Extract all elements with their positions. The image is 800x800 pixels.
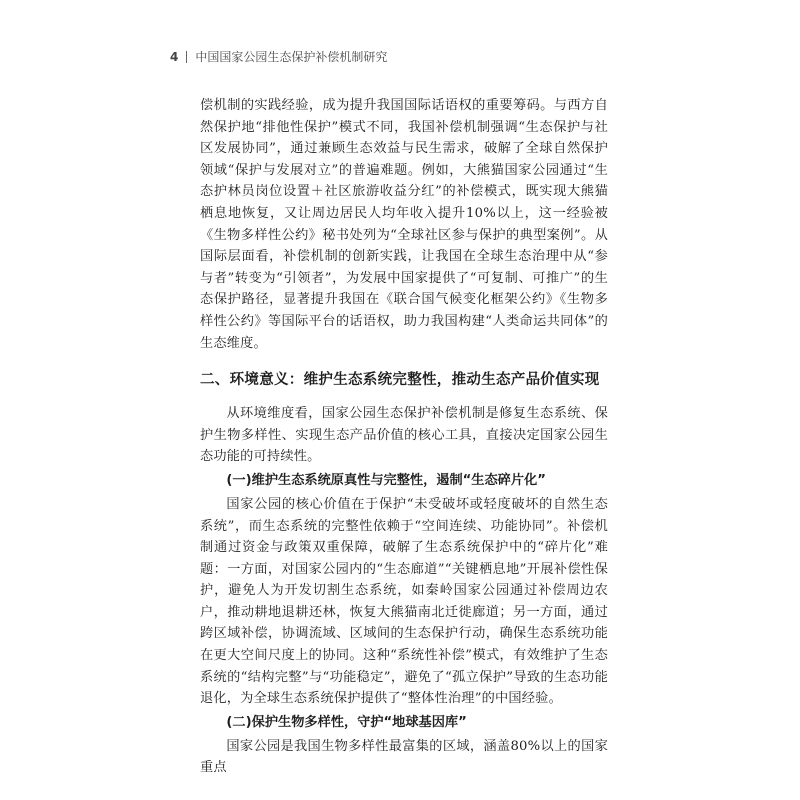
running-title: 中国国家公园生态保护补偿机制研究 [195, 50, 388, 64]
page-number: 4 [170, 49, 179, 64]
page-header [170, 48, 387, 65]
subsection-heading: (一)维护生态系统原真性与完整性，遏制“生态碎片化” [226, 472, 546, 488]
subsection-heading: (二)保护生物多样性，守护“地球基因库” [226, 714, 467, 730]
header-divider [186, 51, 187, 63]
body-paragraph: 从环境维度看，国家公园生态保护补偿机制是修复生态系统、保护生物多样性、实现生态产品价值的核心工具，直接决定国家公园生态功能的可持续性。 [200, 406, 608, 465]
page-body [200, 95, 608, 779]
section-heading: 二、环境意义：维护生态系统完整性，推动生态产品价值实现 [200, 372, 600, 389]
body-paragraph: 偿机制的实践经验，成为提升我国国际话语权的重要筹码。与西方自然保护地“排他性保护”模式不同，我国补偿机制强调“生态保护与社区发展协同”，通过兼顾生态效益与民生需求，破解了全球自然保护领域“保护与发展对立”的普遍难题。例如，大熊猫国家公园通过“生态护林员岗位设置＋社区旅游收益分红”的补偿模式，既实现大熊猫栖息地恢复，又让周边居民人均年收入提升10%以上，这一经验被《生物多样性公约》秘书处列为“全球社区参与保护的典型案例”。从国际层面看，补偿机制的创新实践，让我国在全球生态治理中从“参与者”转变为“引领者”，为发展中国家提供了“可复制、可推广”的生态保护路径，显著提升我国在《联合国气候变化框架公约》《生物多样性公约》等国际平台的话语权，助力我国构建“人类命运共同体”的生态维度。 [200, 98, 608, 351]
body-paragraph: 国家公园是我国生物多样性最富集的区域，涵盖80%以上的国家重点 [200, 738, 608, 776]
body-paragraph: 国家公园的核心价值在于保护“未受破坏或轻度破坏的自然生态系统”，而生态系统的完整性依赖于“空间连续、功能协同”。补偿机制通过资金与政策双重保障，破解了生态系统保护中的“碎片化”难题：一方面，对国家公园内的“生态廊道”“关键栖息地”开展补偿性保护，避免人为开发切割生态系统，如秦岭国家公园通过补偿周边农户，推动耕地退耕还林，恢复大熊猫南北迁徙廊道；另一方面，通过跨区域补偿，协调流域、区域间的生态保护行动，确保生态系统功能在更大空间尺度上的协同。这种“系统性补偿”模式，有效维护了生态系统的“结构完整”与“功能稳定”，避免了“孤立保护”导致的生态功能退化，为全球生态系统保护提供了“整体性治理”的中国经验。 [200, 496, 608, 707]
